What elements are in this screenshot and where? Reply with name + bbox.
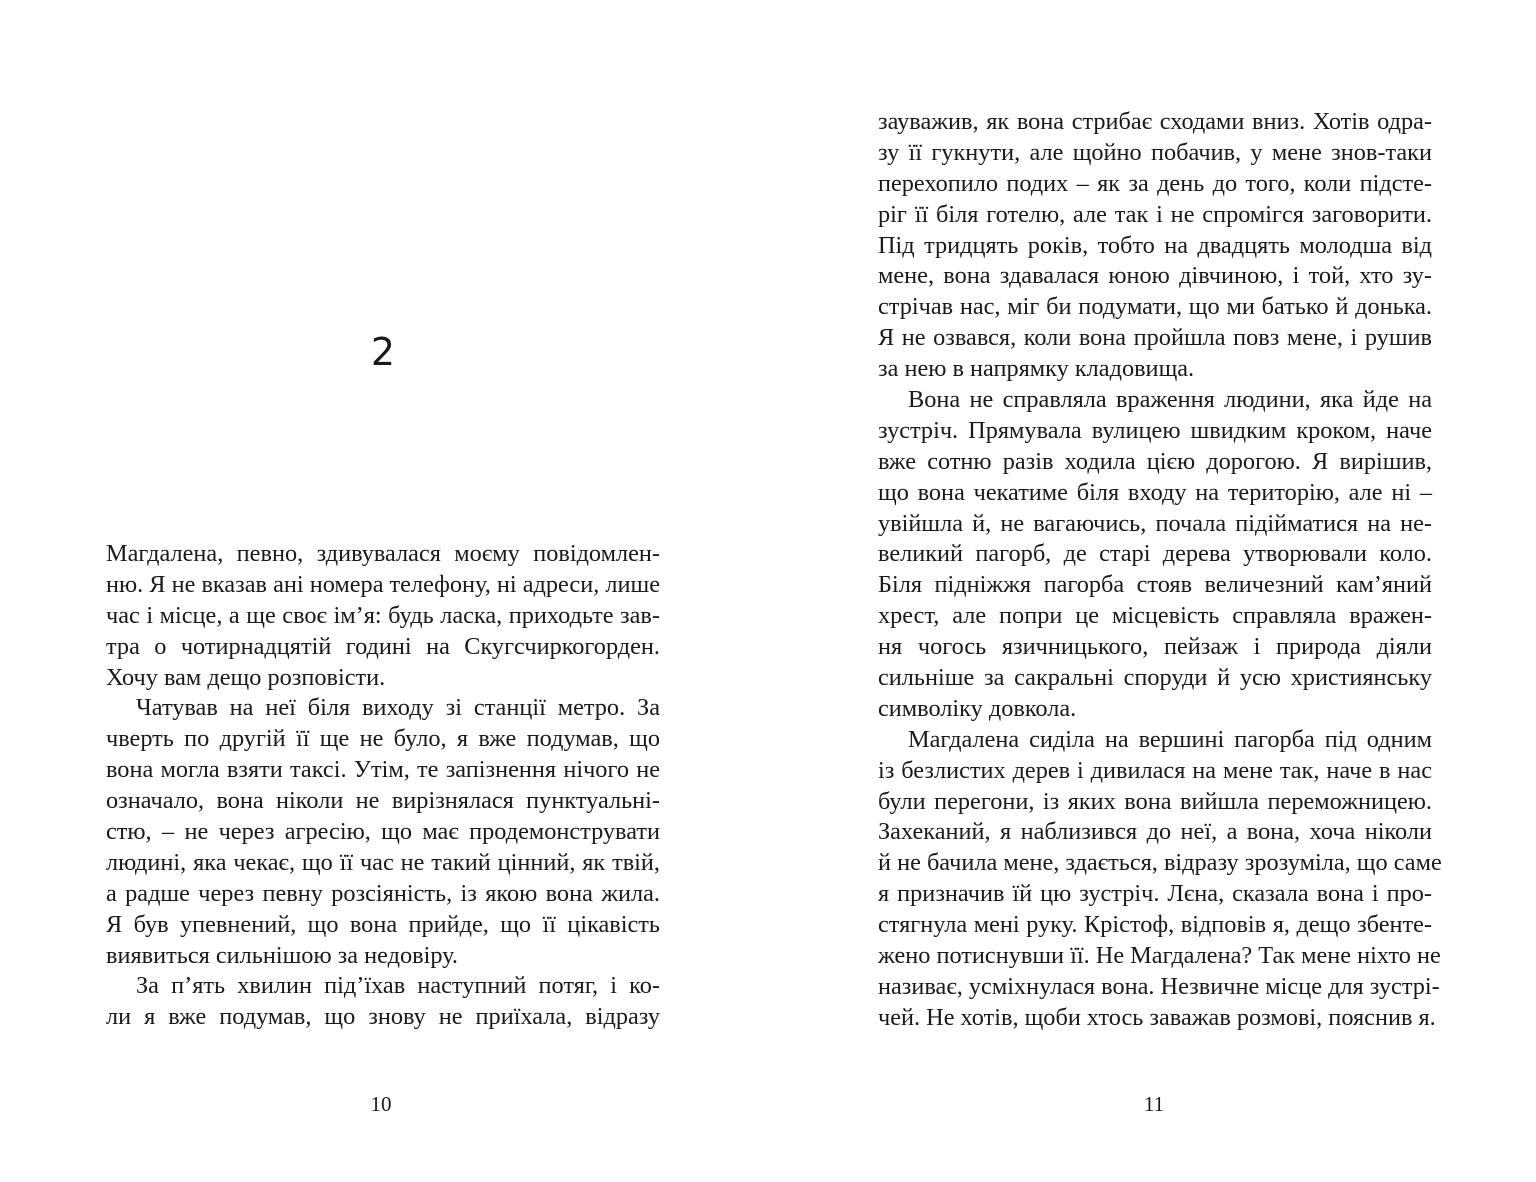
text-line: означало, вона ніколи не вирізнялася пунктуальні- xyxy=(106,787,660,815)
text-line: Я був упевнений, що вона прийде, що її цікавість xyxy=(106,910,660,938)
right-page-text xyxy=(878,107,1442,1034)
text-line: за нею в напрямку кладовища. xyxy=(878,355,1195,383)
text-line: Хочу вам дещо розповісти. xyxy=(106,663,386,691)
text-line: й не бачила мене, здається, відразу зрозуміла, що саме xyxy=(878,849,1442,877)
right-page xyxy=(768,0,1536,1182)
text-line: зу її гукнути, але щойно побачив, у мене знов-таки xyxy=(878,138,1432,166)
text-line: хрест, але попри це місцевість справляла вражен- xyxy=(878,602,1432,630)
text-line: Вона не справляла враження людини, яка йде на xyxy=(908,386,1432,414)
text-line: Я не озвався, коли вона пройшла повз мене, і рушив xyxy=(878,324,1432,352)
text-line: із безлистих дерев і дивилася на мене так, наче в нас xyxy=(878,756,1432,784)
text-line: вона могла взяти таксі. Утім, те запізнення нічого не xyxy=(106,756,660,784)
text-line: стягнула мені руку. Крістоф, відповів я, дещо збенте- xyxy=(878,911,1432,939)
text-line: увійшла й, не вагаючись, почала підійматися на не- xyxy=(878,509,1432,537)
text-line: сильніше за сакральні споруди й усю християнську xyxy=(878,664,1432,692)
chapter-number: 2 xyxy=(370,330,396,374)
text-line: чверть по другій її ще не було, я вже подумав, що xyxy=(106,725,660,753)
text-line: виявиться сильнішою за недовіру. xyxy=(106,941,458,969)
text-line: час і місце, а ще своє ім’я: будь ласка, приходьте зав- xyxy=(106,601,660,629)
text-line: Захеканий, я наблизився до неї, а вона, хоча ніколи xyxy=(878,818,1432,846)
text-line: символіку довкола. xyxy=(878,694,1077,722)
text-line: жено потиснувши її. Не Магдалена? Так мене ніхто не xyxy=(878,942,1441,970)
text-line: були перегони, із яких вона вийшла переможницею. xyxy=(878,787,1432,815)
text-line: я призначив їй цю зустріч. Лєна, сказала вона і про- xyxy=(878,880,1432,908)
text-line: вже сотню разів ходила цією дорогою. Я вирішив, xyxy=(878,447,1432,475)
text-line: перехопило подих – як за день до того, коли підсте- xyxy=(878,169,1432,197)
text-line: Магдалена сиділа на вершині пагорба під одним xyxy=(908,725,1432,753)
text-line: а радше через певну розсіяність, із якою вона жила. xyxy=(106,879,660,907)
left-page-text xyxy=(106,539,660,1033)
page-number: 10 xyxy=(370,1092,392,1116)
text-line: називає, усміхнулася вона. Незвичне місце для зустрі- xyxy=(878,972,1440,1000)
text-line: стю, – не через агресію, що має продемонструвати xyxy=(106,818,660,846)
text-line: чей. Не хотів, щоби хтось заважав розмові, пояснив я. xyxy=(878,1003,1436,1031)
text-line: великий пагорб, де старі дерева утворювали коло. xyxy=(878,540,1432,568)
text-line: Магдалена, певно, здивувалася моєму повідомлен- xyxy=(106,540,660,567)
text-line: зауважив, як вона стрибає сходами вниз. Хотів одра- xyxy=(878,108,1432,135)
text-line: Чатував на неї біля виходу зі станції метро. За xyxy=(136,694,660,722)
text-line: що вона чекатиме біля входу на територію, але ні – xyxy=(878,478,1432,506)
text-line: людині, яка чекає, що її час не такий цінний, як твій, xyxy=(106,848,660,876)
text-line: Біля підніжжя пагорба стояв величезний кам’яний xyxy=(878,571,1432,599)
text-line: тра о чотирнадцятій годині на Скугсчиркогорден. xyxy=(106,632,660,660)
text-line: зустріч. Прямувала вулицею швидким кроком, наче xyxy=(878,416,1432,444)
page-number: 11 xyxy=(1143,1092,1165,1116)
text-line: ли я вже подумав, що знову не приїхала, відразу xyxy=(106,1003,660,1031)
text-line: ню. Я не вказав ані номера телефону, ні адреси, лише xyxy=(106,570,660,598)
text-line: мене, вона здавалася юною дівчиною, і той, хто зу- xyxy=(878,262,1432,290)
text-line: ріг її біля готелю, але так і не спромігся заговорити. xyxy=(878,200,1432,228)
text-line: Під тридцять років, тобто на двадцять молодша від xyxy=(878,231,1432,259)
text-line: стрічав нас, міг би подумати, що ми батько й донька. xyxy=(878,293,1432,321)
text-line: ня чогось язичницького, пейзаж і природа діяли xyxy=(878,633,1432,661)
text-line: За п’ять хвилин під’їхав наступний потяг, і ко- xyxy=(136,972,660,1000)
